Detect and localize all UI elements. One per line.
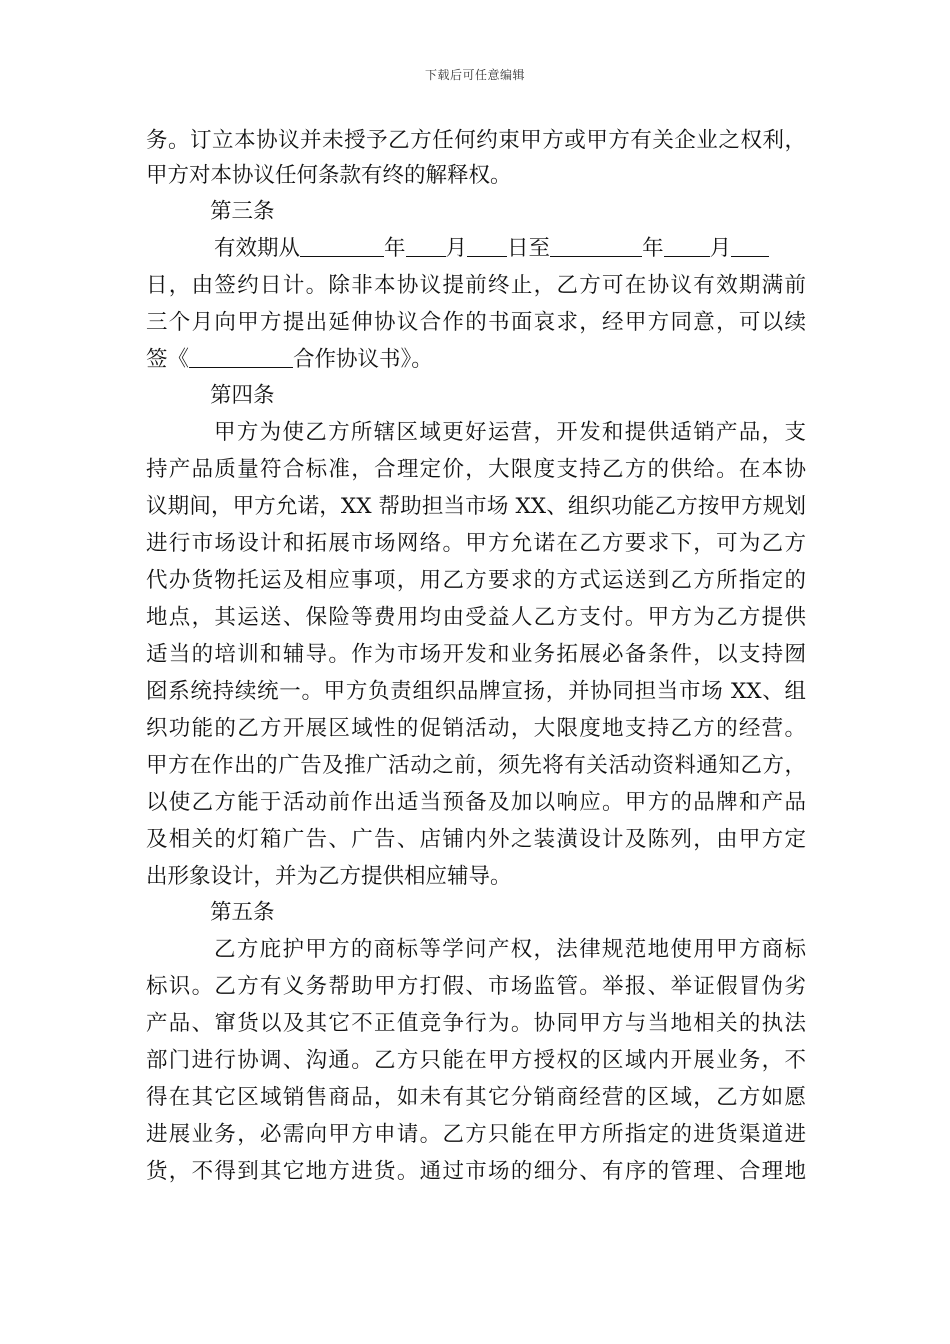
body-line: 得在其它区域销售商品，如未有其它分销商经营的区域，乙方如愿 — [146, 1085, 806, 1110]
body-text: 月 — [445, 236, 468, 261]
body-line: 代办货物托运及相应事项，用乙方要求的方式运送到乙方所指定的 — [146, 568, 806, 593]
blank-field — [189, 345, 293, 368]
article-heading: 第五条 — [210, 900, 275, 925]
body-line: 甲方为使乙方所辖区域更好运营，开发和提供适销产品，支 — [214, 420, 806, 445]
body-line: 以使乙方能于活动前作出适当预备及加以响应。甲方的品牌和产品 — [146, 790, 806, 815]
article-heading: 第四条 — [210, 383, 275, 408]
body-text: 有效期从 — [214, 236, 301, 261]
validity-period-line — [214, 234, 806, 264]
body-line: 乙方庇护甲方的商标等学问产权，法律规范地使用甲方商标 — [214, 937, 806, 962]
body-line: 部门进行协调、沟通。乙方只能在甲方授权的区域内开展业务，不 — [146, 1048, 806, 1073]
body-line: 织功能的乙方开展区域性的促销活动，大限度地支持乙方的经营。 — [146, 716, 806, 741]
body-text: 年 — [384, 236, 406, 261]
blank-field — [664, 234, 710, 257]
blank-field — [406, 234, 446, 257]
body-line: 甲方在作出的广告及推广活动之前，须先将有关活动资料通知乙方， — [146, 753, 806, 778]
blank-field — [731, 234, 769, 257]
blank-field — [550, 234, 642, 257]
body-line: 议期间，甲方允诺，XX 帮助担当市场 XX、组织功能乙方按甲方规划 — [146, 494, 806, 519]
body-line: 囵系统持续统一。甲方负责组织品牌宣扬，并协同担当市场 XX、组 — [146, 679, 806, 704]
body-line: 甲方对本协议任何条款有终的解释权。 — [146, 163, 512, 188]
body-line: 出形象设计，并为乙方提供相应辅导。 — [146, 864, 512, 889]
body-line: 进展业务，必需向甲方申请。乙方只能在甲方所指定的进货渠道进 — [146, 1122, 806, 1147]
body-text: 年 — [642, 236, 664, 261]
body-line: 货，不得到其它地方进货。通过市场的细分、有序的管理、合理地 — [146, 1159, 806, 1184]
body-text: 合作协议书》。 — [293, 347, 433, 372]
body-line: 进行市场设计和拓展市场网络。甲方允诺在乙方要求下，可为乙方 — [146, 531, 806, 556]
body-line: 产品、窜货以及其它不正值竞争行为。协同甲方与当地相关的执法 — [146, 1011, 806, 1036]
body-text: 签《 — [146, 347, 190, 372]
body-line: 地点，其运送、保险等费用均由受益人乙方支付。甲方为乙方提供 — [146, 605, 806, 630]
body-line: 三个月向甲方提出延伸协议合作的书面哀求，经甲方同意，可以续 — [146, 310, 806, 335]
blank-field — [300, 234, 384, 257]
body-line: 务。订立本协议并未授予乙方任何约束甲方或甲方有关企业之权利， — [146, 128, 806, 153]
agreement-name-line — [146, 345, 806, 375]
body-text: 月 — [709, 236, 732, 261]
body-line: 日，由签约日计。除非本协议提前终止，乙方可在协议有效期满前 — [146, 273, 806, 298]
article-heading: 第三条 — [210, 199, 275, 224]
page-header: 下载后可任意编辑 — [424, 68, 525, 82]
body-line: 适当的培训和辅导。作为市场开发和业务拓展必备条件，以支持囫 — [146, 642, 806, 667]
body-line: 标识。乙方有义务帮助甲方打假、市场监管。举报、举证假冒伪劣 — [146, 974, 806, 999]
body-text: 日至 — [507, 236, 551, 261]
body-line: 持产品质量符合标准，合理定价，大限度支持乙方的供给。在本协 — [146, 457, 806, 482]
body-line: 及相关的灯箱广告、广告、店铺内外之装潢设计及陈列，由甲方定 — [146, 827, 806, 852]
blank-field — [467, 234, 507, 257]
